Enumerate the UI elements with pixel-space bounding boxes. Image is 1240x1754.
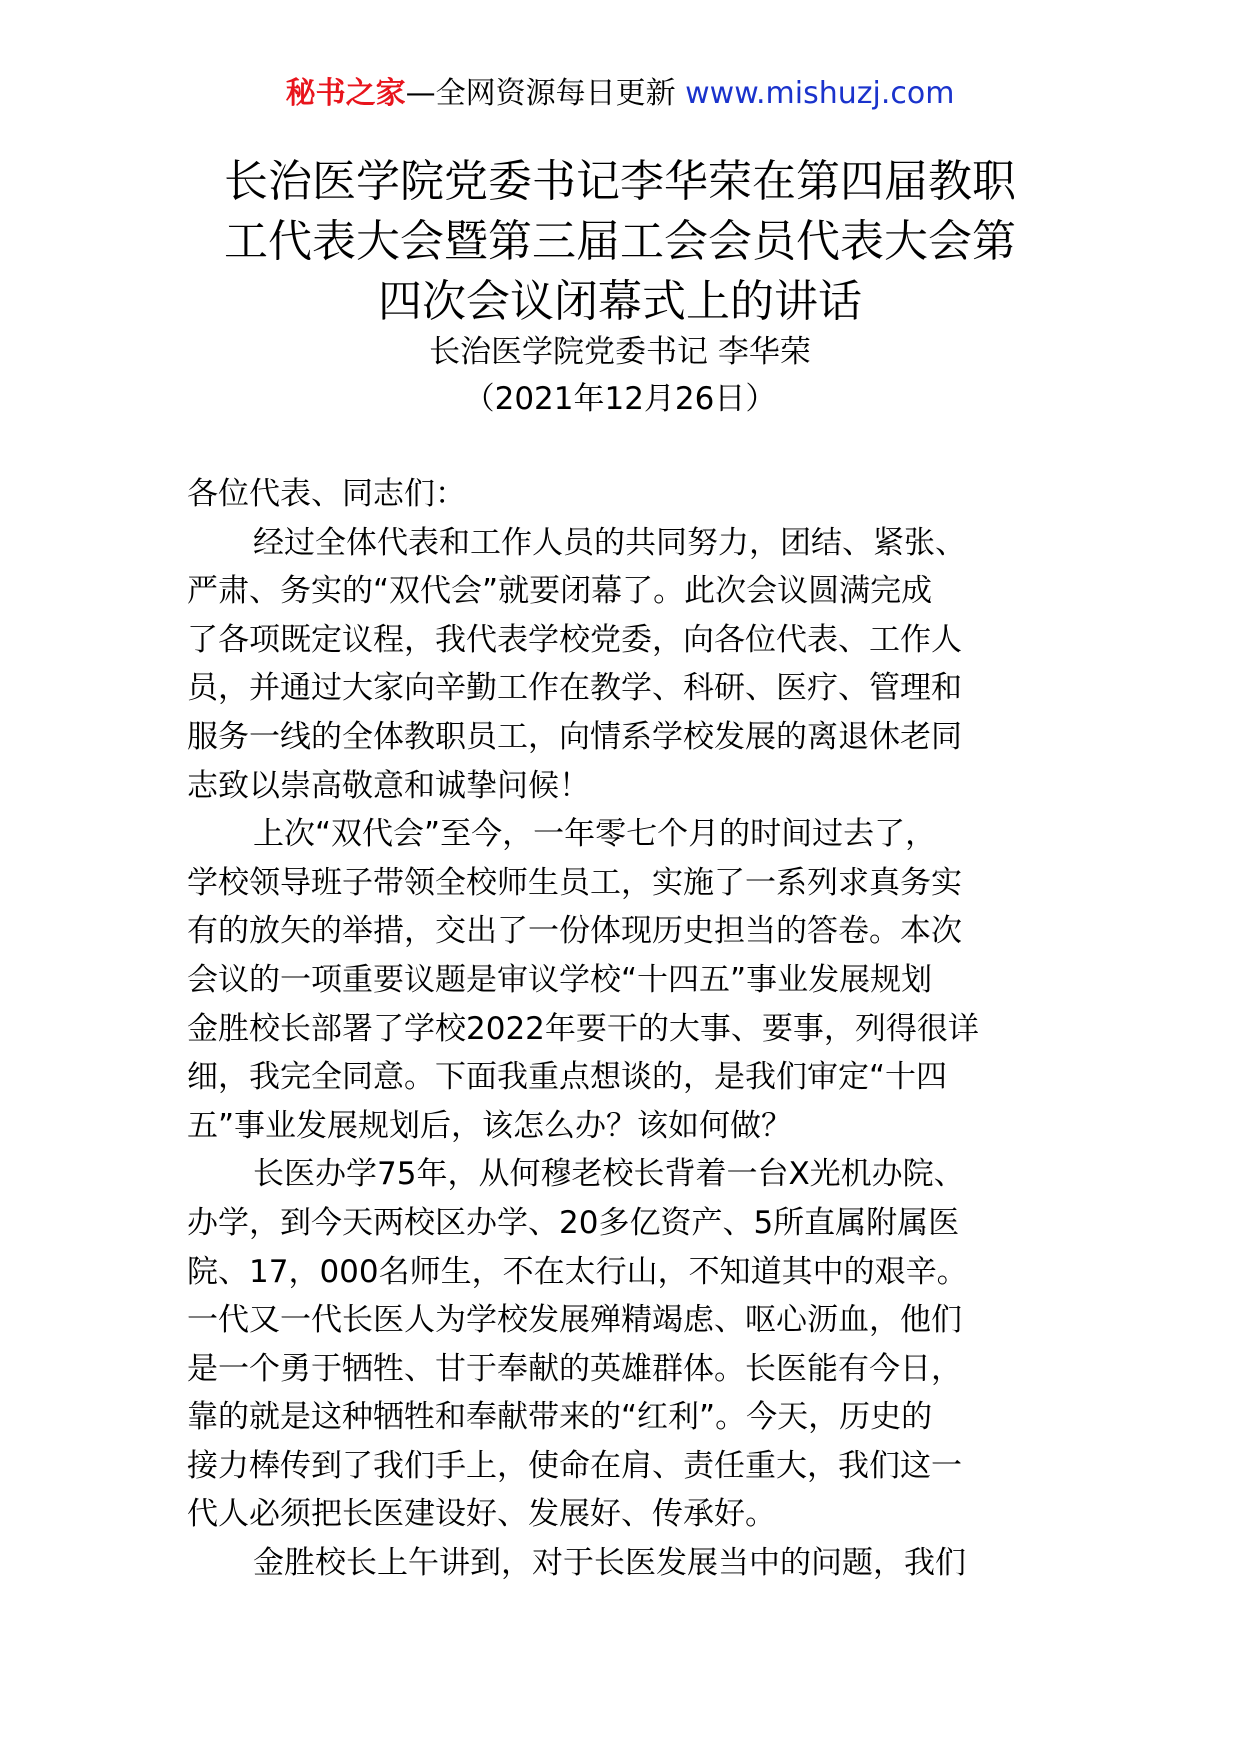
title-line: 工代表大会暨第三届工会会员代表大会第: [224, 216, 1016, 267]
body-line: 接力棒传到了我们手上，使命在肩、责任重大，我们这一: [187, 1447, 962, 1484]
body-line: 细，我完全同意。下面我重点想谈的，是我们审定“十四: [187, 1059, 948, 1096]
date-line: （2021年12月26日）: [463, 381, 777, 417]
body-line: 院、17，000名师生，不在太行山，不知道其中的艰辛。: [187, 1253, 968, 1290]
body-line: 会议的一项重要议题是审议学校“十四五”事业发展规划: [187, 961, 933, 998]
title-line: 四次会议闭幕式上的讲话: [378, 276, 862, 327]
title-line: 长治医学院党委书记李华荣在第四届教职: [224, 156, 1016, 207]
body-line: 靠的就是这种牺牲和奉献带来的“红利”。今天，历史的: [187, 1399, 933, 1436]
site-header: [0, 72, 1240, 116]
header-tagline: —全网资源每日更新: [405, 76, 686, 111]
body-line: 上次“双代会”至今，一年零七个月的时间过去了，: [253, 816, 937, 853]
author-line: 长治医学院党委书记 李华荣: [429, 334, 811, 370]
body-line: 经过全体代表和工作人员的共同努力，团结、紧张、: [253, 524, 966, 561]
body-line: 长医办学75年，从何穆老校长背着一台X光机办院、: [253, 1156, 965, 1193]
document-title: [0, 152, 1240, 332]
brand-name: 秘书之家: [285, 76, 406, 111]
body-line: 一代又一代长医人为学校发展殚精竭虑、呕心沥血，他们: [187, 1302, 962, 1339]
body-line: 金胜校长部署了学校2022年要干的大事、要事，列得很详: [187, 1010, 979, 1047]
body-line: 有的放矢的举措，交出了一份体现历史担当的答卷。本次: [187, 913, 962, 950]
salutation: 各位代表、同志们：: [187, 476, 466, 512]
body-line: 金胜校长上午讲到，对于长医发展当中的问题，我们: [253, 1545, 966, 1582]
body-line: 代人必须把长医建设好、发展好、传承好。: [187, 1496, 776, 1533]
body-line: 志致以崇高敬意和诚挚问候！: [187, 767, 590, 804]
website-link[interactable]: www.mishuzj.com: [685, 76, 955, 111]
speech-body: [187, 470, 1067, 1588]
body-line: 学校领导班子带领全校师生员工，实施了一系列求真务实: [187, 864, 962, 901]
body-line: 服务一线的全体教职员工，向情系学校发展的离退休老同: [187, 718, 962, 755]
body-line: 了各项既定议程，我代表学校党委，向各位代表、工作人: [187, 621, 962, 658]
body-line: 员，并通过大家向辛勤工作在教学、科研、医疗、管理和: [187, 670, 962, 707]
body-line: 是一个勇于牺牲、甘于奉献的英雄群体。长医能有今日，: [187, 1350, 962, 1387]
body-line: 五”事业发展规划后，该怎么办？该如何做？: [187, 1107, 793, 1144]
body-line: 办学，到今天两校区办学、20多亿资产、5所直属附属医: [187, 1204, 960, 1241]
body-line: 严肃、务实的“双代会”就要闭幕了。此次会议圆满完成: [187, 573, 933, 610]
